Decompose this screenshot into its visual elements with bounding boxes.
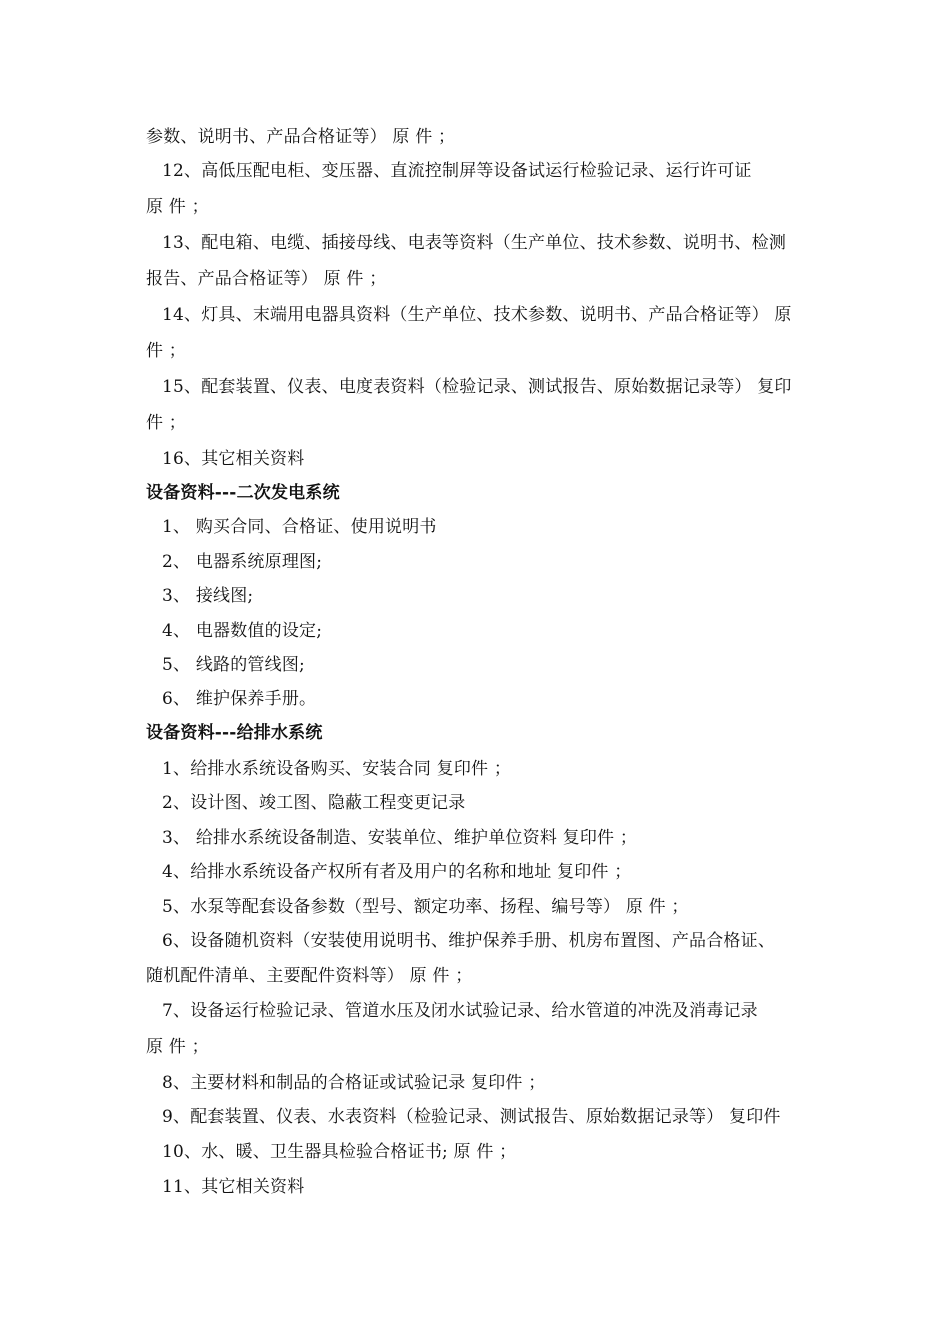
list-item: 5、水泵等配套设备参数（型号、额定功率、扬程、编号等） 原 件 ；: [162, 897, 689, 917]
list-item: 6、设备随机资料（安装使用说明书、维护保养手册、机房布置图、产品合格证、: [162, 931, 776, 951]
list-item: 1、给排水系统设备购买、安装合同 复印件 ；: [162, 759, 512, 779]
text-line: 13、配电箱、电缆、插接母线、电表等资料（生产单位、技术参数、说明书、检测: [162, 233, 787, 253]
list-item: 4、 电器数值的设定;: [162, 621, 323, 641]
list-item: 10、水、暖、卫生器具检验合格证书; 原 件 ；: [162, 1142, 517, 1162]
text-line: 原 件 ；: [146, 197, 209, 217]
text-line: 件 ；: [146, 341, 187, 361]
text-line: 12、高低压配电柜、变压器、直流控制屏等设备试运行检验记录、运行许可证: [162, 161, 752, 181]
text-line: 14、灯具、末端用电器具资料（生产单位、技术参数、说明书、产品合格证等） 原: [162, 305, 792, 325]
list-item: 2、 电器系统原理图;: [162, 552, 323, 572]
list-item: 4、给排水系统设备产权所有者及用户的名称和地址 复印件 ；: [162, 862, 632, 882]
section-heading: 设备资料---二次发电系统: [146, 483, 340, 503]
list-item-continuation: 随机配件清单、主要配件资料等） 原 件 ；: [146, 966, 473, 986]
list-item-continuation: 原 件 ；: [146, 1037, 209, 1057]
text-line: 15、配套装置、仪表、电度表资料（检验记录、测试报告、原始数据记录等） 复印: [162, 377, 792, 397]
list-item: 8、主要材料和制品的合格证或试验记录 复印件 ；: [162, 1073, 546, 1093]
list-item: 11、其它相关资料: [162, 1177, 305, 1197]
text-line: 参数、说明书、产品合格证等） 原 件 ；: [146, 127, 456, 147]
list-item: 2、设计图、竣工图、隐蔽工程变更记录: [162, 793, 466, 813]
list-item: 9、配套装置、仪表、水表资料（检验记录、测试报告、原始数据记录等） 复印件: [162, 1107, 781, 1127]
list-item: 1、 购买合同、合格证、使用说明书: [162, 517, 437, 537]
list-item: 5、 线路的管线图;: [162, 655, 305, 675]
list-item: 7、设备运行检验记录、管道水压及闭水试验记录、给水管道的冲洗及消毒记录: [162, 1001, 758, 1021]
text-line: 16、其它相关资料: [162, 449, 305, 469]
list-item: 6、 维护保养手册。: [162, 689, 317, 709]
text-line: 件 ；: [146, 413, 187, 433]
list-item: 3、 给排水系统设备制造、安装单位、维护单位资料 复印件 ；: [162, 828, 638, 848]
list-item: 3、 接线图;: [162, 586, 254, 606]
text-line: 报告、产品合格证等） 原 件 ；: [146, 269, 387, 289]
section-heading: 设备资料---给排水系统: [146, 723, 323, 743]
